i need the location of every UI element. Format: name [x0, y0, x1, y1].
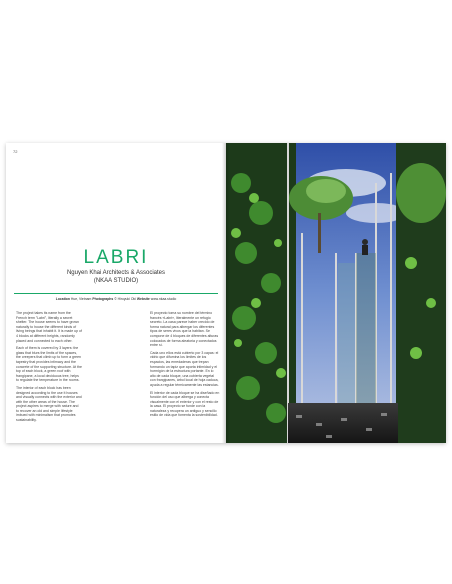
spanish-paragraph: El interior de cada bloque se ha diseñado en función del uso que alberga y conecta visualmente con el exterior y con el resto de la casa. El proyecto se funde con la naturaleza y recupera un antiguo y sencillo estilo de vida que fomenta la sostenibilidad.	[150, 390, 220, 418]
website-label: Website	[136, 297, 150, 301]
english-text-column	[16, 311, 82, 426]
photographs-label: Photographs	[92, 297, 114, 301]
spanish-text-column	[150, 311, 220, 421]
left-page	[6, 143, 226, 443]
english-paragraph: The project takes its name from the French term "Labri", literally a secret shelter. The house seems to have grown naturally to house the different kinds of living beings that inhabit it. It is made up of 4 blocks at different heights, randomly placed and connected to each other.	[16, 311, 82, 343]
location-label: Location	[55, 297, 70, 301]
article-subtitle	[36, 270, 196, 285]
subtitle-line-1: Nguyen Khai Architects & Associates	[66, 270, 166, 276]
english-paragraph: Each of them is covered by 3 layers: the glass that blurs the limits of the spaces, the creepers that climb up to form a green tapestry that provides intimacy and the concrete of the supporting structure. At the top of each block, a green roof with frangipane, a local deciduous tree, helps to regulate the temperature in the rooms.	[16, 346, 82, 383]
website-value: www.nkaa.studio	[150, 297, 177, 301]
house-photograph	[226, 143, 446, 443]
credits-line	[14, 297, 218, 301]
photographs-value: © Hiroyuki Oki	[114, 297, 136, 301]
subtitle-line-2: (NKAA STUDIO)	[93, 277, 139, 284]
article-title: LABRI	[83, 247, 149, 268]
book-gutter-shadow	[222, 143, 230, 443]
photo-illustration	[226, 143, 446, 443]
page-number: 72	[13, 149, 18, 154]
spanish-paragraph: El proyecto toma su nombre del término francés «Labri», literalmente un refugio secreto. La casa parece haber crecido de forma natural para albergar los diferentes tipos de seres vivos que la habitan. Se compone de 4 bloques de diferentes alturas colocados de forma aleatoria y conectados entre sí.	[150, 311, 219, 348]
location-value: Hue, Vietnam	[70, 297, 92, 301]
magazine-spread	[6, 143, 446, 443]
spanish-paragraph: Cada uno ellos está cubierto por 3 capas: el vidrio que difumina los límites de los espacios, las enredaderas que trepan formando un tapiz que aporta intimidad y el hormigón de la estructura portante. En lo alto de cada bloque, una cubierta vegetal con frangipanes, árbol local de hoja caduca, ayuda a regular térmicamente las estancias.	[150, 350, 219, 387]
green-divider	[14, 293, 218, 294]
english-paragraph: The interior of each block has been designed according to the use it houses and visually connects with the exterior and with the other areas of the house. The project aspires to merge with nature and to recover an old and simple lifestyle imbued with minimalism that promotes sustainability.	[16, 385, 82, 423]
